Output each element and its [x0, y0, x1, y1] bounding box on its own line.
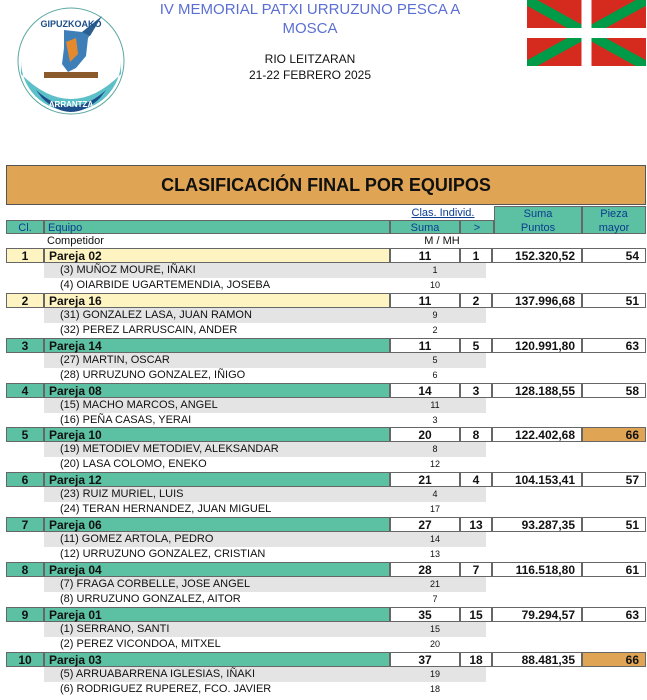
team-name: Pareja 10 — [44, 427, 390, 442]
competitor-position: 10 — [429, 280, 440, 290]
team-puntos: 152.320,52 — [492, 248, 582, 263]
competitor-row — [44, 637, 486, 652]
competitor-row — [44, 622, 486, 637]
competitor-row — [44, 547, 486, 562]
competitor-row — [44, 667, 486, 682]
team-tiebreak: 2 — [460, 293, 492, 308]
team-name: Pareja 04 — [44, 562, 390, 577]
team-row — [6, 427, 646, 442]
competitor-row — [44, 308, 486, 323]
competitor-name: (27) MARTIN, OSCAR — [60, 353, 170, 366]
team-pieza-mayor: 66 — [582, 652, 646, 667]
team-suma: 21 — [390, 472, 460, 487]
team-tiebreak: 5 — [460, 338, 492, 353]
competitor-row — [44, 577, 486, 592]
competitor-name: (3) MUÑOZ MOURE, IÑAKI — [60, 264, 196, 276]
team-name: Pareja 06 — [44, 517, 390, 532]
team-rank: 10 — [6, 652, 44, 667]
team-puntos: 93.287,35 — [492, 517, 582, 532]
col-clas-individ: Clas. Individ. — [411, 207, 475, 219]
team-name: Pareja 03 — [44, 652, 390, 667]
competitor-position: 8 — [432, 444, 438, 455]
competitor-row — [44, 263, 486, 278]
competitor-name: (15) MACHO MARCOS, ANGEL — [60, 398, 218, 411]
team-suma: 28 — [390, 562, 460, 577]
competitor-name: (31) GONZALEZ LASA, JUAN RAMON — [60, 308, 252, 321]
competitor-row — [44, 457, 486, 472]
team-rank: 3 — [6, 338, 44, 353]
team-suma: 27 — [390, 517, 460, 532]
team-suma: 14 — [390, 383, 460, 398]
team-puntos: 79.294,57 — [492, 607, 582, 622]
team-row — [6, 338, 646, 353]
team-tiebreak: 1 — [460, 248, 492, 263]
event-dates: 21-22 FEBRERO 2025 — [248, 68, 372, 82]
team-pieza-mayor: 63 — [582, 607, 646, 622]
competitor-position: 4 — [432, 489, 438, 500]
competitor-name: (8) URRUZUNO GONZALEZ, AITOR — [60, 592, 241, 605]
team-tiebreak: 15 — [460, 607, 492, 622]
competitor-row — [44, 278, 486, 293]
col-cl: Cl. — [6, 220, 44, 234]
team-tiebreak: 18 — [460, 652, 492, 667]
competitor-row — [44, 682, 486, 697]
competitor-position: 19 — [429, 668, 440, 679]
competitor-position: 7 — [432, 593, 438, 604]
competitor-name: (20) LASA COLOMO, ENEKO — [60, 458, 207, 471]
team-suma: 20 — [390, 427, 460, 442]
team-suma: 11 — [390, 293, 460, 308]
team-suma: 37 — [390, 652, 460, 667]
team-puntos: 116.518,80 — [492, 562, 582, 577]
team-suma: 11 — [390, 338, 460, 353]
team-name: Pareja 14 — [44, 338, 390, 353]
competitor-position: 21 — [429, 578, 440, 589]
team-row — [6, 383, 646, 398]
team-row — [6, 652, 646, 667]
competitor-position: 11 — [430, 399, 440, 410]
competitor-position: 12 — [429, 459, 440, 470]
competitor-name: (19) METODIEV METODIEV, ALEKSANDAR — [60, 443, 279, 456]
competitor-row — [44, 532, 486, 547]
competitor-name: (32) PEREZ LARRUSCAIN, ANDER — [60, 323, 238, 336]
competitor-position: 5 — [432, 354, 438, 365]
team-pieza-mayor: 66 — [582, 427, 646, 442]
federation-logo — [16, 2, 126, 120]
competitor-name: (4) OIARBIDE UGARTEMENDIA, JOSEBA — [60, 279, 271, 291]
col-suma: Suma — [390, 220, 460, 234]
competitor-name: (24) TERAN HERNANDEZ, JUAN MIGUEL — [60, 503, 272, 516]
team-pieza-mayor: 58 — [582, 383, 646, 398]
team-name: Pareja 12 — [44, 472, 390, 487]
table-heading: CLASIFICACIÓN FINAL POR EQUIPOS — [6, 165, 646, 205]
competitor-name: (7) FRAGA CORBELLE, JOSE ANGEL — [60, 577, 251, 590]
team-suma: 35 — [390, 607, 460, 622]
team-row — [6, 562, 646, 577]
competitor-position: 1 — [432, 265, 438, 275]
competitor-position: 3 — [432, 414, 438, 425]
competitor-position: 18 — [429, 683, 440, 694]
competitor-row — [44, 502, 486, 517]
team-name: Pareja 01 — [44, 607, 390, 622]
competitor-row — [44, 413, 486, 428]
team-puntos: 128.188,55 — [492, 383, 582, 398]
team-rank: 1 — [6, 248, 44, 263]
team-puntos: 88.481,35 — [492, 652, 582, 667]
team-name: Pareja 16 — [44, 293, 390, 308]
col-suma-puntos: Suma Puntos — [494, 206, 582, 234]
competitor-name: (2) PEREZ VICONDOA, MITXEL — [60, 637, 221, 650]
competitor-name: (12) URRUZUNO GONZALEZ, CRISTIAN — [60, 548, 266, 561]
col-mmh: M / MH — [424, 235, 460, 247]
team-row — [6, 517, 646, 532]
team-puntos: 122.402,68 — [492, 427, 582, 442]
col-competidor: Competidor — [47, 235, 104, 247]
team-tiebreak: 3 — [460, 383, 492, 398]
team-pieza-mayor: 54 — [582, 248, 646, 263]
team-puntos: 137.996,68 — [492, 293, 582, 308]
competitor-name: (6) RODRIGUEZ RUPEREZ, FCO. JAVIER — [60, 682, 272, 695]
team-row — [6, 293, 646, 308]
event-venue: RIO LEITZARAN — [264, 52, 356, 66]
team-puntos: 104.153,41 — [492, 472, 582, 487]
competitor-position: 14 — [429, 534, 440, 545]
team-tiebreak: 8 — [460, 427, 492, 442]
competitor-position: 15 — [429, 623, 440, 634]
competitor-row — [44, 398, 486, 413]
competitor-position: 13 — [429, 549, 440, 560]
team-pieza-mayor: 51 — [582, 517, 646, 532]
event-title: IV MEMORIAL PATXI URRUZUNO PESCA A MOSCA — [159, 1, 461, 37]
team-suma: 11 — [390, 248, 460, 263]
competitor-name: (23) RUIZ MURIEL, LUIS — [60, 488, 184, 501]
team-tiebreak: 13 — [460, 517, 492, 532]
team-name: Pareja 08 — [44, 383, 390, 398]
team-pieza-mayor: 51 — [582, 293, 646, 308]
team-row — [6, 472, 646, 487]
team-rank: 4 — [6, 383, 44, 398]
competitor-name: (16) PEÑA CASAS, YERAI — [60, 413, 192, 426]
competitor-row — [44, 323, 486, 338]
team-rank: 6 — [6, 472, 44, 487]
team-pieza-mayor: 61 — [582, 562, 646, 577]
team-row — [6, 607, 646, 622]
team-rank: 9 — [6, 607, 44, 622]
ikurrina-flag — [527, 0, 646, 66]
competitor-position: 2 — [432, 324, 438, 335]
competitor-name: (11) GOMEZ ARTOLA, PEDRO — [60, 533, 214, 546]
team-tiebreak: 4 — [460, 472, 492, 487]
team-rank: 2 — [6, 293, 44, 308]
competitor-position: 17 — [429, 504, 440, 515]
team-puntos: 120.991,80 — [492, 338, 582, 353]
svg-text:GIPUZKOAKO ARRANTZA FEDERAZIOA: GIPUZKOAKO ARRANTZA FEDERAZIOA — [42, 85, 100, 89]
team-rank: 5 — [6, 427, 44, 442]
competitor-name: (1) SERRANO, SANTI — [60, 622, 170, 635]
svg-text:GIPUZKOAKO: GIPUZKOAKO — [40, 19, 102, 29]
competitor-position: 20 — [429, 638, 440, 649]
competitor-row — [44, 487, 486, 502]
competitor-name: (28) URRUZUNO GONZALEZ, IÑIGO — [60, 368, 246, 381]
competitor-row — [44, 442, 486, 457]
team-rank: 8 — [6, 562, 44, 577]
competitor-row — [44, 592, 486, 607]
team-tiebreak: 7 — [460, 562, 492, 577]
competitor-position: 9 — [432, 309, 438, 320]
team-pieza-mayor: 57 — [582, 472, 646, 487]
svg-text:ARRANTZA: ARRANTZA — [48, 100, 94, 109]
competitor-position: 6 — [432, 369, 438, 380]
team-pieza-mayor: 63 — [582, 338, 646, 353]
col-pieza-mayor: Pieza mayor — [582, 206, 646, 234]
team-rank: 7 — [6, 517, 44, 532]
competitor-row — [44, 368, 486, 383]
team-row — [6, 248, 646, 263]
col-gt: > — [460, 220, 494, 234]
col-equipo: Equipo — [44, 220, 390, 234]
competitor-name: (5) ARRUABARRENA IGLESIAS, IÑAKI — [60, 667, 256, 680]
competitor-row — [44, 353, 486, 368]
team-name: Pareja 02 — [44, 248, 390, 263]
